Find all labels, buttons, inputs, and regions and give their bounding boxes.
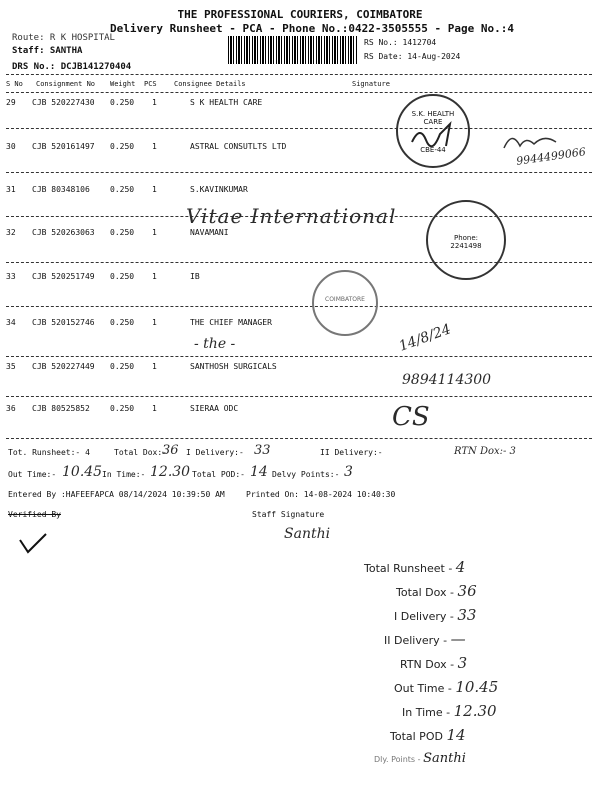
table-row [6, 185, 406, 201]
i-delivery-value: 33 [254, 443, 271, 458]
summary-line [364, 748, 544, 771]
drs-barcode [228, 36, 358, 64]
runsheet-title: Delivery Runsheet - PCA - Phone No.:0422-3505555 - Page No.:4 [110, 22, 514, 35]
row-sno: 29 [6, 98, 16, 107]
row-weight: 0.250 [110, 318, 135, 327]
row-divider [6, 438, 592, 439]
summary-value: 33 [457, 606, 477, 624]
staff-signature-hand: Santhi [284, 526, 331, 542]
i-delivery-label: I Delivery:- [186, 448, 244, 457]
handwritten-phone-35: 9894114300 [402, 372, 492, 388]
table-row [6, 142, 406, 158]
row-consignment: CJB 520152746 [32, 318, 95, 327]
rs-number: RS No.: 1412704 [364, 38, 437, 47]
row-pcs: 1 [152, 362, 157, 371]
tot-runsheet: Tot. Runsheet:- 4 [8, 448, 90, 457]
row-sno: 33 [6, 272, 16, 281]
row-consignment: CJB 520227449 [32, 362, 95, 371]
summary-line [364, 628, 544, 652]
total-pod-value: 14 [250, 464, 268, 480]
col-weight: Weight [110, 80, 136, 88]
row-divider [6, 262, 592, 263]
summary-line [364, 652, 544, 676]
route: Route: R K HOSPITAL [12, 33, 115, 43]
summary-label: Out Time - [394, 682, 452, 695]
summary-line [364, 700, 544, 724]
row-pcs: 1 [152, 404, 157, 413]
handwritten-phone: 9944499066 [515, 145, 587, 168]
col-consignment: Consignment No [36, 80, 96, 88]
summary-value: 4 [455, 558, 466, 576]
row-pcs: 1 [152, 142, 157, 151]
col-signature: Signature [352, 80, 390, 88]
row-consignee: IB [190, 272, 200, 281]
row-sno: 31 [6, 185, 16, 194]
row-divider [6, 396, 592, 397]
row-consignee: SANTHOSH SURGICALS [190, 362, 277, 371]
table-row [6, 98, 406, 114]
summary-label: Total Runsheet - [364, 562, 453, 575]
summary-value: 14 [446, 726, 466, 744]
row-divider [6, 356, 592, 357]
row-weight: 0.250 [110, 142, 135, 151]
verified-by: Verified By [8, 510, 61, 519]
row-consignee: NAVAMANI [190, 228, 229, 237]
total-pod-label: Total POD:- [192, 470, 245, 479]
stamp-city: CBE-44 [420, 146, 446, 154]
summary-line [364, 604, 544, 628]
summary-label: In Time - [402, 706, 451, 719]
table-row [6, 228, 406, 244]
row-consignment: CJB 520263063 [32, 228, 95, 237]
summary-value: Santhi [423, 751, 466, 766]
summary-value: 36 [457, 582, 477, 600]
stamp-phone: Phone: 2241498 [450, 234, 482, 250]
row-sno: 35 [6, 362, 16, 371]
row-weight: 0.250 [110, 228, 135, 237]
out-time-label: Out Time:- [8, 470, 57, 479]
col-pcs: PCS [144, 80, 157, 88]
row-consignee: S K HEALTH CARE [190, 98, 263, 107]
entered-by: Entered By :HAFEEFAPCA 08/14/2024 10:39:50 AM [8, 490, 225, 499]
summary-value: 12.30 [453, 702, 497, 720]
signature-29-icon [410, 120, 460, 150]
summary-value: 3 [457, 654, 468, 672]
total-dox-label: Total Dox:- [114, 448, 167, 457]
summary-line [364, 580, 544, 604]
row-consignee: S.KAVINKUMAR [190, 185, 248, 194]
row-pcs: 1 [152, 185, 157, 194]
handwritten-date: 14/8/24 [396, 321, 454, 355]
summary-line [364, 676, 544, 700]
col-sno: S No [6, 80, 23, 88]
summary-label: Total Dox - [396, 586, 455, 599]
summary-value: — [450, 630, 466, 648]
summary-value: 10.45 [455, 678, 499, 696]
row-weight: 0.250 [110, 98, 135, 107]
ib-stamp [312, 270, 378, 336]
company-name: THE PROFESSIONAL COURIERS, COIMBATORE [177, 8, 423, 21]
row-consignee: SIERAA ODC [190, 404, 239, 413]
row-weight: 0.250 [110, 362, 135, 371]
staff-name: Staff: SANTHA [12, 46, 83, 56]
in-time-label: In Time:- [102, 470, 146, 479]
row-consignment: CJB 520161497 [32, 142, 95, 151]
table-row [6, 362, 406, 378]
row-consignee: ASTRAL CONSUTLTS LTD [190, 142, 287, 151]
staff-signature-label: Staff Signature [252, 510, 325, 519]
row-divider [6, 306, 592, 307]
summary-block [364, 556, 544, 771]
divider-header [6, 92, 592, 93]
col-consignee: Consignee Details [174, 80, 246, 88]
delvy-points-value: 3 [344, 464, 353, 480]
summary-line [364, 724, 544, 748]
checkmark-icon [18, 532, 48, 556]
row-weight: 0.250 [110, 272, 135, 281]
row-sno: 32 [6, 228, 16, 237]
row-pcs: 1 [152, 272, 157, 281]
in-time-value: 12.30 [150, 464, 191, 480]
rs-date: RS Date: 14-Aug-2024 [364, 52, 461, 61]
rtn-dox: RTN Dox:- 3 [454, 446, 516, 457]
ii-delivery-label: II Delivery:- [320, 448, 383, 457]
row-pcs: 1 [152, 228, 157, 237]
summary-label: Dly. Points - [374, 755, 421, 764]
divider-top [6, 74, 592, 75]
row-sno: 36 [6, 404, 16, 413]
row-weight: 0.250 [110, 404, 135, 413]
summary-label: I Delivery - [394, 610, 454, 623]
stamp-text: S.K. HEALTH CARE [411, 110, 455, 126]
handwritten-vitae: Vitae International [186, 204, 397, 228]
row-consignment: CJB 520227430 [32, 98, 95, 107]
out-time-value: 10.45 [62, 464, 103, 480]
row-weight: 0.250 [110, 185, 135, 194]
row-sno: 30 [6, 142, 16, 151]
summary-line [364, 556, 544, 580]
delvy-points-label: Delvy Points:- [272, 470, 340, 479]
drs-number: DRS No.: DCJB141270404 [12, 62, 132, 72]
summary-label: Total POD [390, 730, 443, 743]
row-consignment: CJB 520251749 [32, 272, 95, 281]
phone-stamp [426, 200, 506, 280]
row-consignment: CJB 80525852 [32, 404, 90, 413]
row-sno: 34 [6, 318, 16, 327]
row-consignment: CJB 80348106 [32, 185, 90, 194]
row-pcs: 1 [152, 98, 157, 107]
row-pcs: 1 [152, 318, 157, 327]
row-divider [6, 172, 592, 173]
total-dox-value: 36 [162, 443, 179, 458]
table-row [6, 404, 406, 420]
handwritten-initials-36: CS [392, 402, 430, 432]
summary-label: II Delivery - [384, 634, 448, 647]
table-header [6, 80, 406, 96]
stamp-ib-text: COIMBATORE [325, 296, 365, 303]
row-consignee: THE CHIEF MANAGER [190, 318, 272, 327]
printed-on: Printed On: 14-08-2024 10:40:30 [246, 490, 396, 499]
handwritten-row34: - the - [194, 336, 236, 352]
summary-label: RTN Dox - [400, 658, 455, 671]
